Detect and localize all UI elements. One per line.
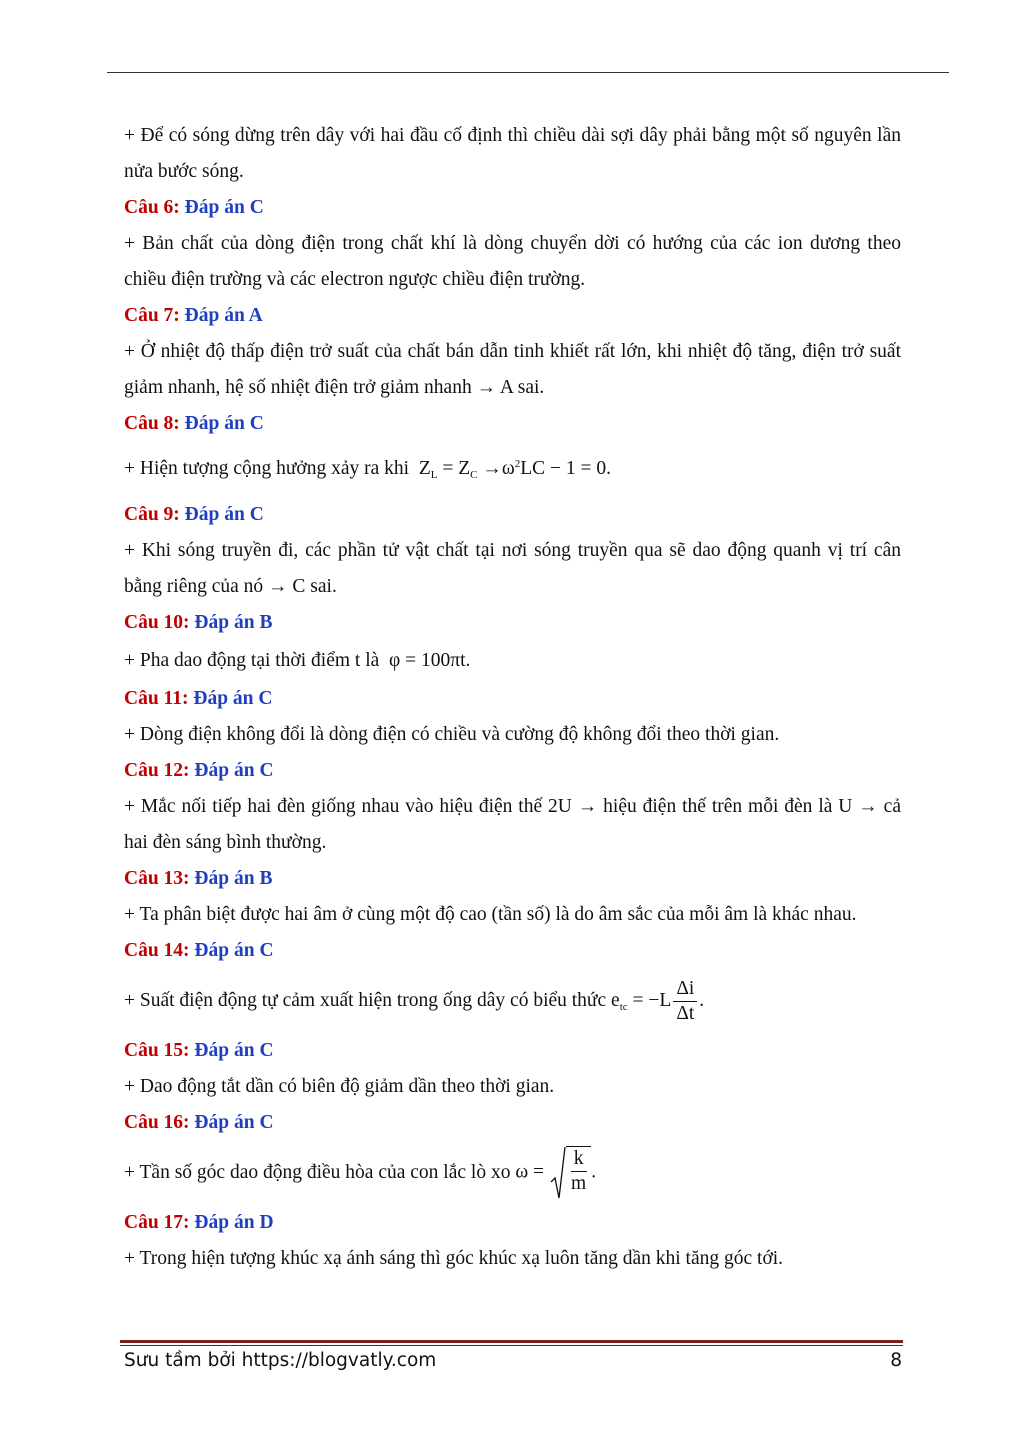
paragraph: + Khi sóng truyền đi, các phần tử vật chất tại nơi sóng truyền qua sẽ dao động quanh vị trí cân bằng riêng của nó → C sai. xyxy=(124,540,901,597)
question-heading xyxy=(124,298,901,334)
paragraph: + Để có sóng dừng trên dây với hai đầu cố định thì chiều dài sợi dây phải bằng một số nguyên lần nửa bước sóng. xyxy=(124,125,901,182)
paragraph-text: + Tần số góc dao động điều hòa của con lắc lò xo xyxy=(124,1162,511,1183)
question-number: Câu 10: xyxy=(124,612,190,633)
question-heading xyxy=(124,861,901,897)
question-heading xyxy=(124,681,901,717)
answer-label: Đáp án D xyxy=(194,1212,274,1233)
page-number: 8 xyxy=(890,1350,902,1371)
question-heading xyxy=(124,497,901,533)
question-heading xyxy=(124,1205,901,1241)
question-number: Câu 11: xyxy=(124,688,189,709)
answer-label: Đáp án B xyxy=(194,868,273,889)
answer-label: Đáp án B xyxy=(194,612,273,633)
paragraph-with-equation xyxy=(124,641,901,681)
question-number: Câu 13: xyxy=(124,868,190,889)
answer-label: Đáp án C xyxy=(193,688,273,709)
paragraph-text: + Suất điện động tự cảm xuất hiện trong ống dây có biểu thức xyxy=(124,990,607,1011)
answer-label: Đáp án A xyxy=(184,305,263,326)
question-number: Câu 16: xyxy=(124,1112,190,1133)
self-induction-equation: $e_{tc} = -L$ $\frac{\Delta i}{\Delta t}$ . xyxy=(611,977,705,1024)
fraction: $\frac{k}{m}$ xyxy=(571,1148,587,1194)
question-heading xyxy=(124,190,901,226)
answer-label: Đáp án C xyxy=(194,1040,274,1061)
fraction: $\frac{\Delta i}{\Delta t}$ xyxy=(673,977,697,1026)
paragraph-with-equation xyxy=(124,969,901,1033)
paragraph-text: + Pha dao động tại thời điểm t là xyxy=(124,650,380,671)
paragraph: + Ở nhiệt độ thấp điện trở suất của chất bán dẫn tinh khiết rất lớn, khi nhiệt độ tăng, điện trở suất giảm nhanh, hệ số nhiệt điện trở giảm nhanh → A sai. xyxy=(124,341,901,398)
answer-label: Đáp án C xyxy=(184,197,264,218)
angular-frequency-equation: ω = $\frac{k}{m}$ . xyxy=(515,1146,596,1200)
paragraph-text: + Hiện tượng cộng hưởng xảy ra khi xyxy=(124,458,410,479)
question-heading xyxy=(124,1105,901,1141)
paragraph-with-equation xyxy=(124,1141,901,1205)
paragraph-with-equation xyxy=(124,442,901,497)
question-heading xyxy=(124,406,901,442)
question-number: Câu 12: xyxy=(124,760,190,781)
question-number: Câu 8: xyxy=(124,413,180,434)
question-heading xyxy=(124,753,901,789)
question-heading xyxy=(124,1033,901,1069)
question-number: Câu 14: xyxy=(124,940,190,961)
question-heading xyxy=(124,605,901,641)
phase-equation: φ = 100πt. xyxy=(389,650,471,671)
sqrt-icon xyxy=(550,1146,566,1200)
paragraph: + Bản chất của dòng điện trong chất khí là dòng chuyển dời có hướng của các ion dương theo chiều điện trường và các electron ngược chiều điện trường. xyxy=(124,233,901,290)
answer-label: Đáp án C xyxy=(194,760,274,781)
question-number: Câu 7: xyxy=(124,305,180,326)
paragraph: + Trong hiện tượng khúc xạ ánh sáng thì góc khúc xạ luôn tăng dần khi tăng góc tới. xyxy=(124,1248,784,1269)
question-number: Câu 9: xyxy=(124,504,180,525)
header-rule xyxy=(107,72,949,73)
resonance-equation: $Z_L = Z_C \to\omega^2LC - 1 = 0$. xyxy=(418,458,612,481)
answer-label: Đáp án C xyxy=(184,413,264,434)
question-number: Câu 15: xyxy=(124,1040,190,1061)
question-number: Câu 6: xyxy=(124,197,180,218)
paragraph: + Dao động tắt dần có biên độ giảm dần theo thời gian. xyxy=(124,1076,555,1097)
square-root xyxy=(550,1146,591,1200)
page-content xyxy=(124,118,901,1277)
answer-label: Đáp án C xyxy=(194,1112,274,1133)
paragraph: + Ta phân biệt được hai âm ở cùng một độ cao (tần số) là do âm sắc của mỗi âm là khác nhau. xyxy=(124,904,857,925)
answer-label: Đáp án C xyxy=(194,940,274,961)
answer-label: Đáp án C xyxy=(184,504,264,525)
footer-source: Sưu tầm bởi https://blogvatly.com xyxy=(124,1350,437,1371)
question-heading xyxy=(124,933,901,969)
paragraph: + Dòng điện không đổi là dòng điện có chiều và cường độ không đổi theo thời gian. xyxy=(124,724,780,745)
paragraph: + Mắc nối tiếp hai đèn giống nhau vào hiệu điện thế 2U → hiệu điện thế trên mỗi đèn là U → cả hai đèn sáng bình thường. xyxy=(124,796,901,853)
question-number: Câu 17: xyxy=(124,1212,190,1233)
